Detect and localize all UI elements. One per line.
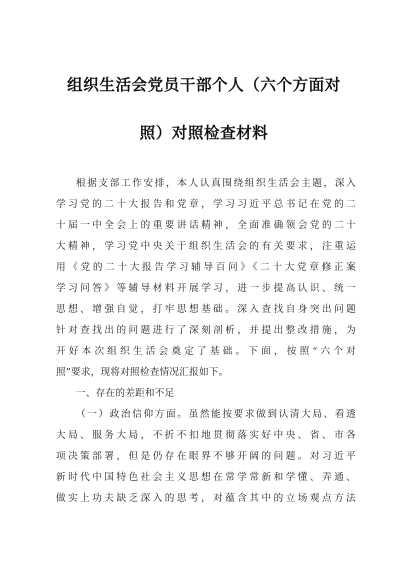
paragraph-line: 新时代中国特色社会主义思想在常学常新和学懂、弄通、 [56,472,356,483]
paragraph-line: 针对查找出的问题进行了深刻剖析，并提出整改措施，为 [56,325,356,336]
paragraph-line: 项决策部署，但是仍存在眼界不够开阔的问题。对习近平 [56,451,356,462]
paragraph-line: 学习问答》等辅导材料开展学习，进一步提高认识、统一 [56,283,356,294]
paragraph-line: 照”要求，现将对照检查情况汇报如下。 [56,367,229,378]
paragraph-line: 学习党的二十大报告和党章，学习习近平总书记在党的二 [56,199,356,210]
document-title-line-2: 照）对照检查材料 [139,124,269,142]
document-title-line-1: 组织生活会党员干部个人（六个方面对 [67,76,341,94]
paragraph-line: 做实上功夫缺乏深入的思考，对蕴含其中的立场观点方法 [56,493,356,504]
paragraph-line: 用《党的二十大报告学习辅导百问》《二十大党章修正案 [56,262,356,273]
paragraph-line: 大精神，学习党中央关于组织生活会的有关要求，注重运 [56,241,356,252]
paragraph-line: 大局、服务大局，不折不扣地贯彻落实好中央、省、市各 [56,430,356,441]
document-body [56,173,356,509]
paragraph-line: 根据支部工作安排，本人认真围绕组织生活会主题，深入 [76,178,356,189]
paragraph-line: 思想、增强自觉，打牢思想基础。深入查找自身突出问题 [56,304,356,315]
paragraph-line: 十届一中全会上的重要讲话精神，全面准确领会党的二十 [56,220,356,231]
section-heading: 一、存在的差距和不足 [76,388,175,399]
paragraph-line: （一）政治信仰方面。虽然能按要求做到认清大局、看透 [76,409,356,420]
paragraph-line: 开好本次组织生活会奠定了基础。下面，按照“六个对 [56,346,356,357]
